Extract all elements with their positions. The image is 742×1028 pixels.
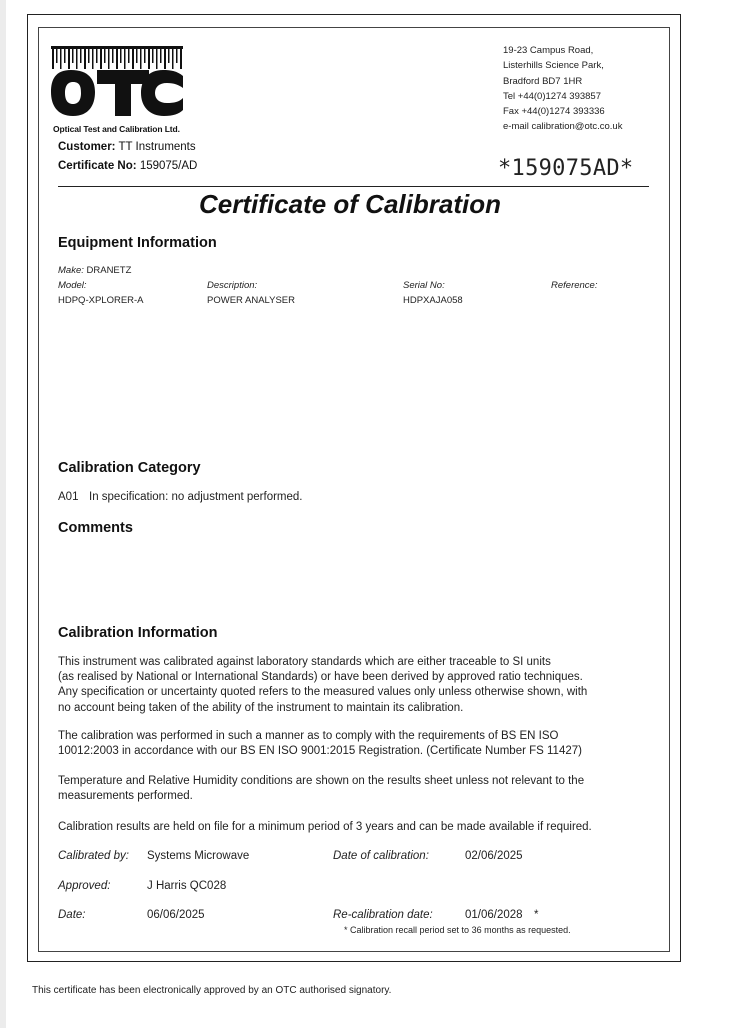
date-of-calibration-value: 02/06/2025 xyxy=(465,850,523,862)
calibration-paragraph-3: Temperature and Relative Humidity conditions are shown on the results sheet unless not relevant to the measurements performed. xyxy=(58,775,585,803)
recalibration-date-value: 01/06/2028 xyxy=(465,909,523,921)
comments-heading: Comments xyxy=(58,520,133,536)
approved-value: J Harris QC028 xyxy=(147,880,227,892)
recalibration-note: * Calibration recall period set to 36 months as requested. xyxy=(344,925,571,935)
company-address xyxy=(503,43,622,135)
logo-letter-o xyxy=(51,70,95,116)
category-code: A01 xyxy=(58,491,79,503)
otc-logo xyxy=(49,44,185,136)
description-value: POWER ANALYSER xyxy=(207,295,295,306)
description-label: Description: xyxy=(207,280,258,291)
calibration-info-heading: Calibration Information xyxy=(58,625,218,641)
recalibration-asterisk: * xyxy=(534,909,539,921)
make-value: DRANETZ xyxy=(86,265,132,276)
calibration-paragraph-1: This instrument was calibrated against laboratory standards which are either traceable to SI units (as realised by National or International Standards) or have been derived by approved ratio techniques. Any specification or uncertainty quoted refers to the measured values only unless otherwise shown, with no account being taken of the ability of the instrument to maintain its calibration. xyxy=(58,656,588,714)
certificate-value: 159075/AD xyxy=(139,160,198,172)
date-of-calibration-label: Date of calibration: xyxy=(333,850,429,862)
logo-letter-c xyxy=(141,70,183,116)
certificate-barcode-text: *159075AD* xyxy=(498,156,634,181)
page-edge xyxy=(0,0,6,1028)
page-title: Certificate of Calibration xyxy=(199,189,501,219)
serial-value: HDPXAJA058 xyxy=(403,295,463,306)
address-line: Listerhills Science Park, xyxy=(503,60,604,72)
address-line: 19-23 Campus Road, xyxy=(503,45,594,56)
equipment-heading: Equipment Information xyxy=(58,235,217,251)
header-divider xyxy=(58,186,649,187)
reference-label: Reference: xyxy=(551,280,598,291)
calibration-paragraph-4: Calibration results are held on file for a minimum period of 3 years and can be made available if required. xyxy=(58,821,592,833)
model-label: Model: xyxy=(58,280,87,291)
customer-label: Customer: xyxy=(58,141,116,153)
date-label: Date: xyxy=(58,909,86,921)
calibration-paragraph-2: The calibration was performed in such a manner as to comply with the requirements of BS EN ISO 10012:2003 in accordance with our BS EN ISO 9001:2015 Registration. (Certificate Number FS 11427) xyxy=(58,730,582,758)
certificate-label: Certificate No: xyxy=(58,160,137,172)
address-fax: Fax +44(0)1274 393336 xyxy=(503,106,605,118)
customer-value: TT Instruments xyxy=(118,141,196,153)
date-value: 06/06/2025 xyxy=(147,909,205,921)
approved-label: Approved: xyxy=(58,880,111,892)
logo-ruler-ticks xyxy=(52,49,182,69)
certificate-number-row xyxy=(58,160,197,172)
customer-row xyxy=(58,141,196,153)
recalibration-date-label: Re-calibration date: xyxy=(333,909,433,921)
address-line: Bradford BD7 1HR xyxy=(503,75,583,87)
address-phone: Tel +44(0)1274 393857 xyxy=(503,90,601,102)
address-email: e-mail calibration@otc.co.uk xyxy=(503,121,623,133)
company-name: Optical Test and Calibration Ltd. xyxy=(53,124,180,134)
make-label: Make: xyxy=(58,265,84,276)
serial-label: Serial No: xyxy=(403,280,445,291)
category-heading: Calibration Category xyxy=(58,460,201,476)
category-text: In specification: no adjustment performed. xyxy=(89,491,303,503)
model-value: HDPQ-XPLORER-A xyxy=(58,295,144,306)
calibrated-by-label: Calibrated by: xyxy=(58,850,129,862)
calibrated-by-value: Systems Microwave xyxy=(147,850,250,862)
make-row xyxy=(58,265,131,276)
approval-footer: This certificate has been electronically approved by an OTC authorised signatory. xyxy=(32,985,392,996)
